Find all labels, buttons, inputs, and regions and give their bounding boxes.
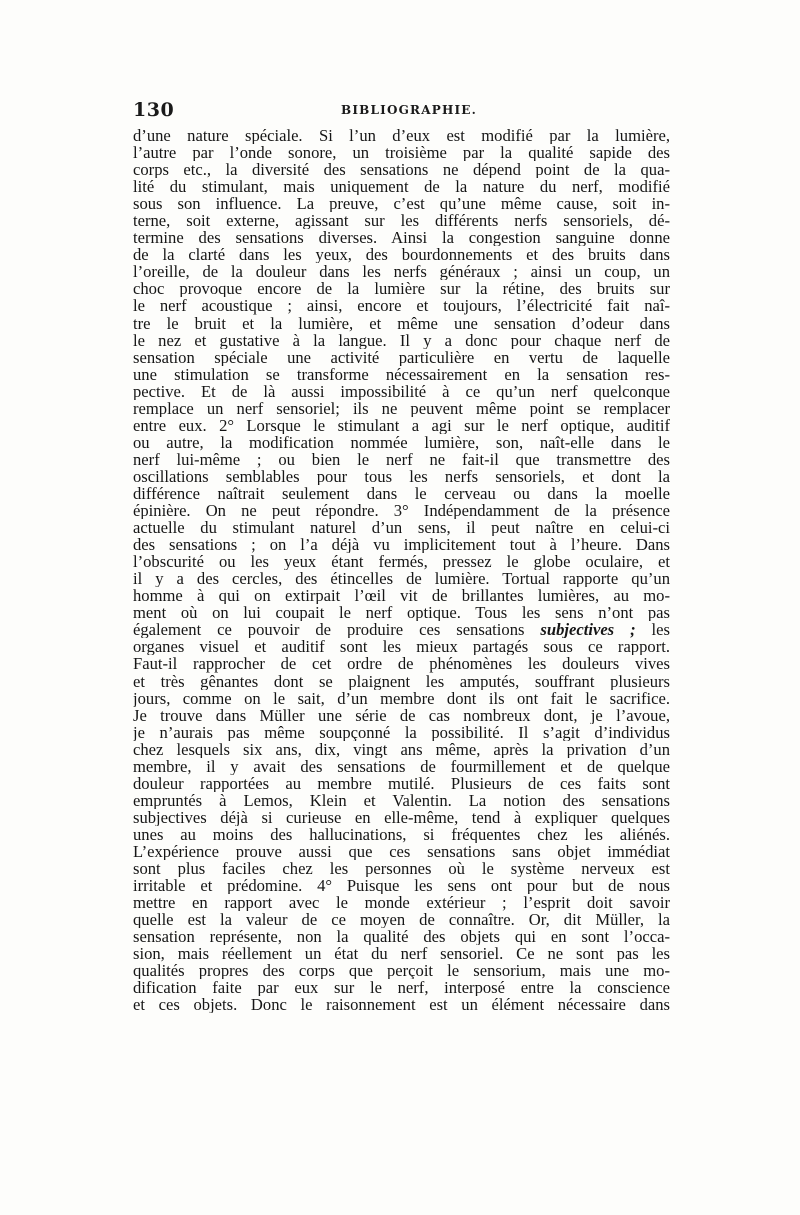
text-line: sensation spéciale une activité particulière en vertu de laquelle bbox=[133, 348, 670, 366]
text-line: je n’aurais pas même soupçonné la possibilité. Il s’agit d’individus bbox=[133, 723, 670, 741]
running-head: BIBLIOGRAPHIE. bbox=[341, 103, 478, 117]
text-line: entre eux. 2° Lorsque le stimulant a agi sur le nerf optique, auditif bbox=[133, 416, 670, 434]
text-line: unes au moins des hallucinations, si fréquentes chez les aliénés. bbox=[133, 825, 670, 843]
text-line: l’autre par l’onde sonore, un troisième par la qualité sapide des bbox=[133, 144, 670, 162]
text-line: remplace un nerf sensoriel; ils ne peuvent même point se remplacer bbox=[133, 399, 670, 417]
text-line: chez lesquels six ans, dix, vingt ans même, après la privation d’un bbox=[133, 740, 670, 758]
text-line: différence naîtrait seulement dans le cerveau ou dans la moelle bbox=[133, 484, 670, 503]
text-line: irritable et prédomine. 4° Puisque les sens ont pour but de nous bbox=[133, 877, 670, 895]
body-text bbox=[133, 127, 670, 1013]
text-line: L’expérience prouve aussi que ces sensations sans objet immédiat bbox=[133, 842, 670, 861]
text-line: l’oreille, de la douleur dans les nerfs généraux ; ainsi un coup, un bbox=[133, 263, 670, 281]
text-line: subjectives déjà si curieuse en elle-même, tend à expliquer quelques bbox=[133, 808, 670, 826]
text-line: mettre en rapport avec le monde extérieur ; l’esprit doit savoir bbox=[133, 894, 670, 912]
text-line: membre, il y avait des sensations de fourmillement et de quelque bbox=[133, 757, 670, 775]
text-line: ment où on lui coupait le nerf optique. Tous les sens n’ont pas bbox=[133, 604, 670, 622]
text-line: de la clarté dans les yeux, des bourdonnements et des bruits dans bbox=[133, 246, 670, 264]
text-line: empruntés à Lemos, Klein et Valentin. La notion des sensations bbox=[133, 791, 670, 809]
text-line: jours, comme on le sait, d’un membre dont ils ont fait le sacrifice. bbox=[133, 689, 670, 707]
text-line: sion, mais réellement un état du nerf sensoriel. Ce ne sont pas les bbox=[133, 945, 670, 963]
text-line: Je trouve dans Müller une série de cas nombreux dont, je l’avoue, bbox=[133, 706, 670, 724]
text-line: douleur rapportées au membre mutilé. Plusieurs de ces faits sont bbox=[133, 774, 670, 792]
text-line-part: les bbox=[635, 621, 670, 639]
page-number: 130 bbox=[133, 99, 175, 121]
text-line: homme à qui on extirpait l’œil vit de brillantes lumières, au mo- bbox=[133, 587, 670, 605]
text-line: Faut-il rapprocher de cet ordre de phénomènes les douleurs vives bbox=[133, 655, 670, 673]
text-line: organes visuel et auditif sont les mieux partagés sous ce rapport. bbox=[133, 638, 670, 656]
text-line: corps etc., la diversité des sensations ne dépend point de la qua- bbox=[133, 161, 670, 179]
text-line: pective. Et de là aussi impossibilité à ce qu’un nerf quelconque bbox=[133, 382, 670, 400]
text-line-part: également ce pouvoir de produire ces sensations bbox=[133, 621, 541, 639]
emphasis-subjectives: subjectives ; bbox=[540, 621, 636, 639]
text-line: une stimulation se transforme nécessairement en la sensation res- bbox=[133, 365, 670, 383]
text-line: sous son influence. La preuve, c’est qu’une même cause, soit in- bbox=[133, 195, 670, 213]
text-line: choc provoque encore de la lumière sur la rétine, des bruits sur bbox=[133, 280, 670, 298]
text-line: et très gênantes dont se plaignent les amputés, souffrant plusieurs bbox=[133, 672, 670, 690]
text-line: dification faite par eux sur le nerf, interposé entre la conscience bbox=[133, 979, 670, 997]
text-line: l’obscurité ou les yeux étant fermés, pressez le globe oculaire, et bbox=[133, 553, 670, 571]
text-line: terne, soit externe, agissant sur les différents nerfs sensoriels, dé- bbox=[133, 212, 670, 230]
text-line: termine des sensations diverses. Ainsi la congestion sanguine donne bbox=[133, 229, 670, 247]
text-line: lité du stimulant, mais uniquement de la nature du nerf, modifié bbox=[133, 178, 670, 196]
text-line: le nez et gustative à la langue. Il y a donc pour chaque nerf de bbox=[133, 331, 670, 349]
text-line: d’une nature spéciale. Si l’un d’eux est modifié par la lumière, bbox=[133, 127, 670, 145]
text-line: tre le bruit et la lumière, et même une sensation d’odeur dans bbox=[133, 314, 670, 332]
text-line: et ces objets. Donc le raisonnement est un élément nécessaire dans bbox=[133, 996, 670, 1014]
text-line: ou autre, la modification nommée lumière, son, naît-elle dans le bbox=[133, 433, 670, 451]
text-line: le nerf acoustique ; ainsi, encore et toujours, l’électricité fait naî- bbox=[133, 297, 670, 315]
text-line bbox=[133, 621, 670, 638]
text-line: sont plus faciles chez les personnes où le système nerveux est bbox=[133, 860, 670, 878]
text-line: sensation représente, non la qualité des objets qui en sont l’occa- bbox=[133, 928, 670, 946]
text-line: oscillations semblables pour tous les nerfs sensoriels, et dont la bbox=[133, 467, 670, 485]
text-line: actuelle du stimulant naturel d’un sens, il peut naître en celui-ci bbox=[133, 519, 670, 537]
text-line: des sensations ; on l’a déjà vu implicitement tout à l’heure. Dans bbox=[133, 536, 670, 554]
text-line: qualités propres des corps que perçoit le sensorium, mais une mo- bbox=[133, 962, 670, 980]
text-line: quelle est la valeur de ce moyen de connaître. Or, dit Müller, la bbox=[133, 911, 670, 929]
page-header bbox=[133, 99, 670, 123]
text-line: il y a des cercles, des étincelles de lumière. Tortual rapporte qu’un bbox=[133, 570, 670, 588]
text-line: épinière. On ne peut répondre. 3° Indépendamment de la présence bbox=[133, 502, 670, 520]
text-line: nerf lui-même ; ou bien le nerf ne fait-il que transmettre des bbox=[133, 450, 670, 468]
